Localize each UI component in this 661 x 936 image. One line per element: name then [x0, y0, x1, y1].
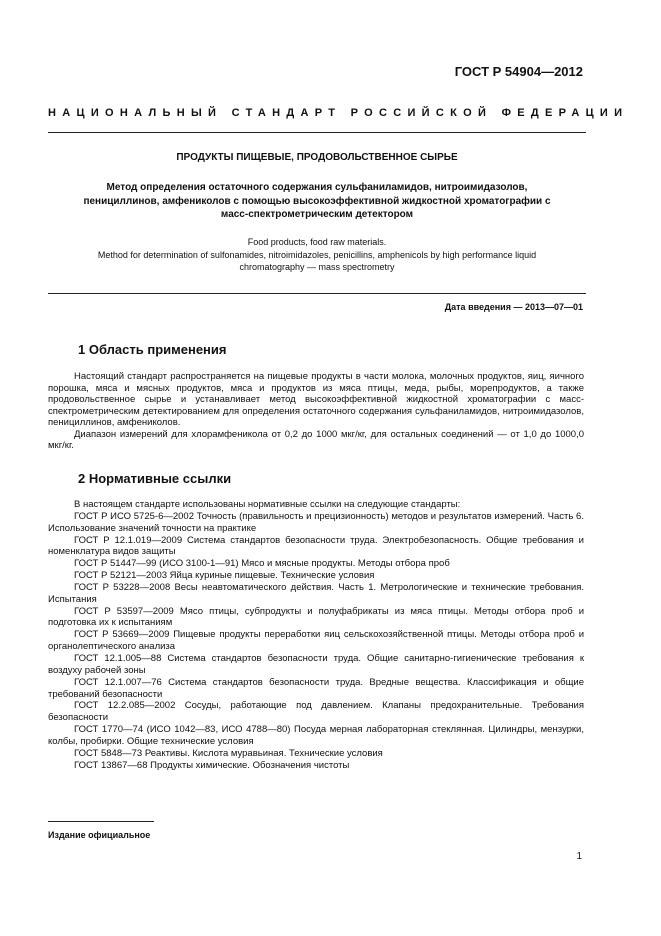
- top-divider: [48, 132, 586, 133]
- introduction-date: Дата введения — 2013—07—01: [444, 302, 583, 312]
- reference-item: ГОСТ 12.1.007—76 Система стандартов безопасности труда. Вредные вещества. Классификация и общие требований безопасности: [48, 676, 584, 700]
- reference-item: ГОСТ 5848—73 Реактивы. Кислота муравьиная. Технические условия: [74, 747, 383, 759]
- page-number: 1: [576, 851, 582, 862]
- reference-item: ГОСТ 13867—68 Продукты химические. Обозначения чистоты: [74, 759, 350, 771]
- reference-item: ГОСТ 1770—74 (ИСО 1042—83, ИСО 4788—80) Посуда мерная лабораторная стеклянная. Цилиндры, мензурки, колбы, пробирки. Общие технические условия: [48, 724, 584, 747]
- standard-number: ГОСТ Р 54904—2012: [454, 64, 583, 79]
- english-title-line-2: Method for determination of sulfonamides, nitroimidazoles, penicillins, amphenicols by high performance liquid chromatography — mass spectrometry: [97, 249, 537, 272]
- document-subtitle: Метод определения остаточного содержания сульфаниламидов, нитроимидазолов, пенициллинов, амфениколов с помощью высокоэффективной жидкостной хроматографии с масс-спектрометрическим детектором: [83, 182, 551, 220]
- title-bottom-divider: [48, 293, 586, 294]
- reference-item: В настоящем стандарте использованы нормативные ссылки на следующие стандарты:: [74, 499, 461, 510]
- reference-item: ГОСТ Р 51447—99 (ИСО 3100-1—91) Мясо и мясные продукты. Методы отбора проб: [74, 558, 450, 570]
- document-title: ПРОДУКТЫ ПИЩЕВЫЕ, ПРОДОВОЛЬСТВЕННОЕ СЫРЬЕ: [176, 152, 458, 163]
- reference-item: ГОСТ Р 53669—2009 Пищевые продукты переработки яиц сельскохозяйственной птицы. Методы отбора проб и органолептического анализа: [48, 629, 584, 653]
- section-2-heading: 2 Нормативные ссылки: [78, 471, 232, 486]
- reference-item: ГОСТ 12.2.085—2002 Сосуды, работающие под давлением. Клапаны предохранительные. Требования безопасности: [48, 700, 584, 724]
- reference-item: ГОСТ Р ИСО 5725-6—2002 Точность (правильность и прецизионность) методов и результатов измерений. Часть 6. Использование значений точности на практике: [48, 510, 584, 534]
- section-1-heading: 1 Область применения: [78, 342, 227, 357]
- reference-item: ГОСТ Р 53597—2009 Мясо птицы, субпродукты и полуфабрикаты из мяса птицы. Методы отбора проб и подготовка их к испытаниям: [48, 605, 584, 629]
- national-standard-banner: НАЦИОНАЛЬНЫЙ СТАНДАРТ РОССИЙСКОЙ ФЕДЕРАЦИИ: [48, 107, 629, 119]
- footer-divider: [48, 821, 154, 822]
- english-title: [70, 236, 564, 274]
- section-1-paragraph: Диапазон измерений для хлорамфеникола от 0,2 до 1000 мкг/кг, для остальных соединений — от 1,0 до 1000,0 мкг/кг.: [48, 428, 584, 451]
- normative-references-list: [48, 499, 584, 771]
- reference-item: ГОСТ Р 52121—2003 Яйца куриные пищевые. Технические условия: [74, 570, 375, 582]
- reference-item: ГОСТ Р 12.1.019—2009 Система стандартов безопасности труда. Электробезопасность. Общие требования и номенклатура видов защиты: [48, 534, 584, 558]
- english-title-line-1: Food products, food raw materials.: [247, 237, 387, 247]
- reference-item: ГОСТ 12.1.005—88 Система стандартов безопасности труда. Общие санитарно-гигиенические требования к воздуху рабочей зоны: [48, 652, 584, 676]
- official-edition-label: Издание официальное: [48, 830, 151, 840]
- section-1-paragraph: Настоящий стандарт распространяется на пищевые продукты в части молока, молочных продуктов, яиц, яичного порошка, мяса и мясных продуктов, мяса и продуктов из мяса птицы, меда, рыбы, морепродуктов, а также продовольственное сырье и устанавливает метод высокоэффективной жидкостной хроматографии с масс-спектрометрическим детектированием для определения остаточного содержания сульфаниламидов, нитроимидазолов, пенициллинов, амфениколов.: [48, 371, 584, 428]
- reference-item: ГОСТ Р 53228—2008 Весы неавтоматического действия. Часть 1. Метрологические и технические требования. Испытания: [48, 581, 584, 605]
- section-1-body: [48, 371, 584, 452]
